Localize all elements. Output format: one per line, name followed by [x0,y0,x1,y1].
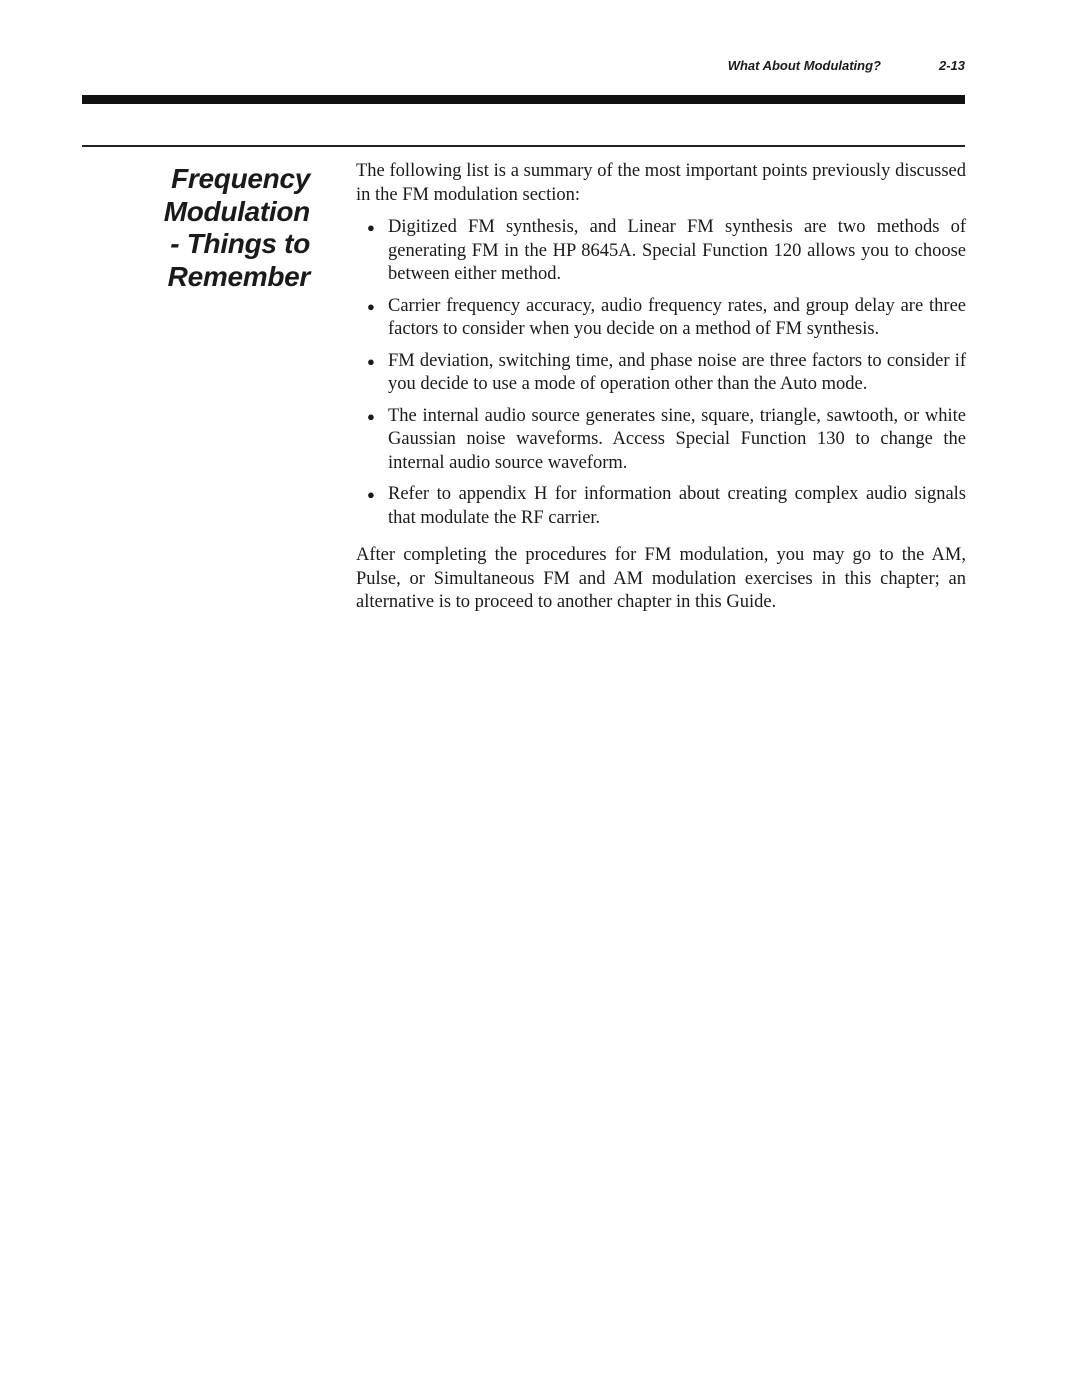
bullet-icon: ● [367,408,375,424]
list-item-text: Refer to appendix H for information about creating complex audio signals that modulate the RF carrier. [388,484,966,528]
intro-paragraph: The following list is a summary of the most important points previously discussed in the FM modulation section: [356,161,966,205]
list-item-text: Digitized FM synthesis, and Linear FM synthesis are two methods of generating FM in the HP 8645A. Special Function 120 allows you to choose between either method. [388,217,966,284]
list-item [356,483,966,530]
summary-point-list [356,216,966,530]
section-heading-line: - Things to [170,228,310,259]
bullet-icon: ● [367,487,375,502]
list-item-text: FM deviation, switching time, and phase noise are three factors to consider if you decide to use a mode of operation other than the Auto mode. [388,350,966,394]
section-heading-line: Remember [167,260,310,292]
bullet-icon: ● [367,353,375,369]
list-item [356,295,966,342]
list-item-text: Carrier frequency accuracy, audio frequency rates, and group delay are three factors to consider when you decide on a method of FM synthesis. [388,295,966,339]
bullet-icon: ● [367,298,375,314]
list-item [356,405,966,476]
list-item-text: The internal audio source generates sine, square, triangle, sawtooth, or white Gaussian noise waveforms. Access Special Function 130 to change the internal audio source waveform. [388,405,966,473]
section-heading-line: Frequency [171,163,310,194]
section-body [356,160,966,615]
closing-paragraph: After completing the procedures for FM modulation, you may go to the AM, Pulse, or Simultaneous FM and AM modulation exercises in this chapter; an alternative is to proceed to another chapter in this Guide. [356,545,966,612]
section-heading [120,163,310,293]
list-item [356,216,966,287]
section-divider-rule [82,145,965,147]
page-number: 2-13 [938,58,965,73]
running-header-title: What About Modulating? [727,58,881,73]
running-header [600,58,965,80]
header-thick-rule [82,95,965,104]
section-heading-line: Modulation [163,195,310,227]
list-item [356,350,966,397]
bullet-icon: ● [367,220,375,235]
